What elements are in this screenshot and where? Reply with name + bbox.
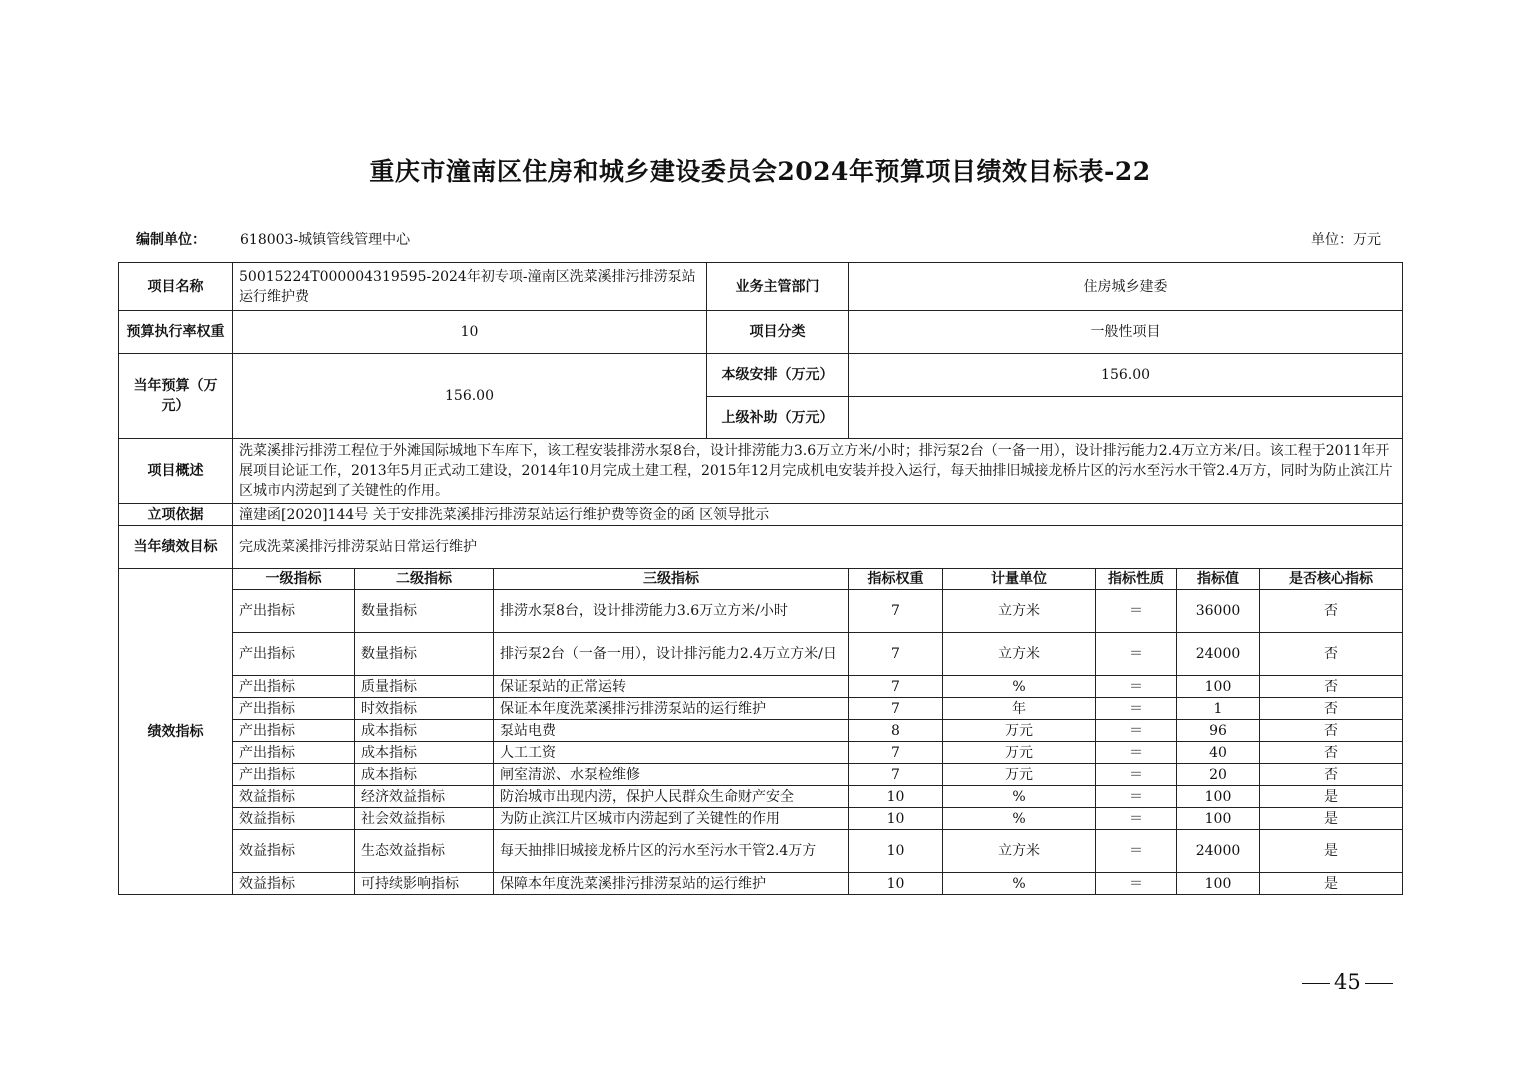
indicator-value: 100 bbox=[1177, 786, 1260, 808]
performance-table bbox=[118, 262, 1403, 895]
indicator-value: 100 bbox=[1177, 873, 1260, 895]
table-row bbox=[119, 873, 1403, 895]
page-number bbox=[1298, 970, 1397, 994]
indicator-unit: % bbox=[943, 786, 1096, 808]
indicator-value: 36000 bbox=[1177, 590, 1260, 633]
overview-label: 项目概述 bbox=[119, 439, 233, 504]
compiling-unit-label: 编制单位： bbox=[136, 232, 206, 248]
table-row bbox=[119, 808, 1403, 830]
header-core: 是否核心指标 bbox=[1260, 569, 1403, 590]
indicator-level2: 质量指标 bbox=[355, 676, 494, 698]
indicator-core: 是 bbox=[1260, 786, 1403, 808]
project-name-value: 50015224T000004319595-2024年初专项-潼南区洗菜溪排污排涝泵站运行维护费 bbox=[233, 263, 707, 311]
indicator-unit: 年 bbox=[943, 698, 1096, 720]
exec-weight-value: 10 bbox=[233, 311, 707, 354]
row-basis bbox=[119, 504, 1403, 526]
currency-unit: 单位：万元 bbox=[1311, 232, 1381, 248]
indicator-nature: ＝ bbox=[1096, 873, 1177, 895]
indicator-level2: 经济效益指标 bbox=[355, 786, 494, 808]
indicator-level2: 时效指标 bbox=[355, 698, 494, 720]
indicator-level2: 社会效益指标 bbox=[355, 808, 494, 830]
indicator-level2: 成本指标 bbox=[355, 720, 494, 742]
table-row bbox=[119, 590, 1403, 633]
indicator-value: 20 bbox=[1177, 764, 1260, 786]
indicator-level1: 产出指标 bbox=[233, 742, 355, 764]
indicator-nature: ＝ bbox=[1096, 698, 1177, 720]
indicator-weight: 7 bbox=[849, 676, 943, 698]
indicator-weight: 10 bbox=[849, 786, 943, 808]
header-value: 指标值 bbox=[1177, 569, 1260, 590]
indicator-nature: ＝ bbox=[1096, 808, 1177, 830]
indicator-nature: ＝ bbox=[1096, 720, 1177, 742]
indicator-core: 否 bbox=[1260, 720, 1403, 742]
table-row bbox=[119, 786, 1403, 808]
indicator-level2: 数量指标 bbox=[355, 590, 494, 633]
indicator-weight: 8 bbox=[849, 720, 943, 742]
indicator-level2: 数量指标 bbox=[355, 633, 494, 676]
indicator-level1: 产出指标 bbox=[233, 698, 355, 720]
indicator-nature: ＝ bbox=[1096, 676, 1177, 698]
table-row bbox=[119, 698, 1403, 720]
overview-value: 洗菜溪排污排涝工程位于外滩国际城地下车库下，该工程安装排涝水泵8台，设计排涝能力3.6万立方米/小时；排污泵2台（一备一用），设计排污能力2.4万立方米/日。该工程于2011年开展项目论证工作，2013年5月正式动工建设，2014年10月完成土建工程，2015年12月完成机电安装并投入运行，每天抽排旧城接龙桥片区的污水至污水干管2.4万方，同时为防止滨江片区城市内涝起到了关键性的作用。 bbox=[233, 439, 1403, 504]
target-value: 完成洗菜溪排污排涝泵站日常运行维护 bbox=[233, 526, 1403, 569]
indicator-unit: 立方米 bbox=[943, 830, 1096, 873]
indicator-level1: 效益指标 bbox=[233, 830, 355, 873]
indicator-unit: 立方米 bbox=[943, 633, 1096, 676]
indicator-level3: 排污泵2台（一备一用），设计排污能力2.4万立方米/日 bbox=[494, 633, 849, 676]
indicator-level3: 泵站电费 bbox=[494, 720, 849, 742]
indicator-core: 否 bbox=[1260, 764, 1403, 786]
indicator-level1: 产出指标 bbox=[233, 590, 355, 633]
indicator-weight: 10 bbox=[849, 808, 943, 830]
indicator-nature: ＝ bbox=[1096, 786, 1177, 808]
header-weight: 指标权重 bbox=[849, 569, 943, 590]
target-label: 当年绩效目标 bbox=[119, 526, 233, 569]
indicator-level3: 闸室清淤、水泵检维修 bbox=[494, 764, 849, 786]
dept-value: 住房城乡建委 bbox=[849, 263, 1403, 311]
indicator-unit: 万元 bbox=[943, 720, 1096, 742]
indicator-core: 否 bbox=[1260, 633, 1403, 676]
local-budget-label: 本级安排（万元） bbox=[707, 354, 849, 397]
header-level3: 三级指标 bbox=[494, 569, 849, 590]
compiling-unit bbox=[136, 229, 410, 249]
indicator-nature: ＝ bbox=[1096, 633, 1177, 676]
indicator-weight: 7 bbox=[849, 633, 943, 676]
indicator-level3: 保证泵站的正常运转 bbox=[494, 676, 849, 698]
row-overview bbox=[119, 439, 1403, 504]
category-label: 项目分类 bbox=[707, 311, 849, 354]
category-value: 一般性项目 bbox=[849, 311, 1403, 354]
basis-label: 立项依据 bbox=[119, 504, 233, 526]
indicator-level3: 为防止滨江片区城市内涝起到了关键性的作用 bbox=[494, 808, 849, 830]
budget-label: 当年预算（万元） bbox=[119, 354, 233, 439]
indicator-value: 40 bbox=[1177, 742, 1260, 764]
superior-subsidy-label: 上级补助（万元） bbox=[707, 397, 849, 439]
row-target bbox=[119, 526, 1403, 569]
indicator-level1: 效益指标 bbox=[233, 808, 355, 830]
indicator-level1: 效益指标 bbox=[233, 786, 355, 808]
header-unit: 计量单位 bbox=[943, 569, 1096, 590]
indicator-nature: ＝ bbox=[1096, 742, 1177, 764]
indicator-value: 96 bbox=[1177, 720, 1260, 742]
indicator-value: 24000 bbox=[1177, 830, 1260, 873]
indicator-header-row bbox=[119, 569, 1403, 590]
table-row bbox=[119, 830, 1403, 873]
indicator-core: 是 bbox=[1260, 808, 1403, 830]
header-level2: 二级指标 bbox=[355, 569, 494, 590]
indicator-unit: % bbox=[943, 873, 1096, 895]
indicator-core: 是 bbox=[1260, 873, 1403, 895]
header-nature: 指标性质 bbox=[1096, 569, 1177, 590]
project-name-label: 项目名称 bbox=[119, 263, 233, 311]
page-title: 重庆市潼南区住房和城乡建设委员会2024年预算项目绩效目标表-22 bbox=[369, 157, 1151, 186]
table-row bbox=[119, 720, 1403, 742]
indicator-level3: 保证本年度洗菜溪排污排涝泵站的运行维护 bbox=[494, 698, 849, 720]
indicator-weight: 10 bbox=[849, 830, 943, 873]
indicator-unit: 万元 bbox=[943, 764, 1096, 786]
indicator-value: 100 bbox=[1177, 676, 1260, 698]
header-level1: 一级指标 bbox=[233, 569, 355, 590]
row-exec-weight bbox=[119, 311, 1403, 354]
indicator-level3: 排涝水泵8台，设计排涝能力3.6万立方米/小时 bbox=[494, 590, 849, 633]
indicator-level2: 成本指标 bbox=[355, 764, 494, 786]
indicator-unit: % bbox=[943, 676, 1096, 698]
indicator-weight: 7 bbox=[849, 742, 943, 764]
indicator-level1: 效益指标 bbox=[233, 873, 355, 895]
indicator-unit: % bbox=[943, 808, 1096, 830]
compiling-unit-value: 618003-城镇管线管理中心 bbox=[240, 232, 411, 248]
indicator-value: 24000 bbox=[1177, 633, 1260, 676]
indicator-core: 是 bbox=[1260, 830, 1403, 873]
indicator-value: 100 bbox=[1177, 808, 1260, 830]
page-number-dash-right bbox=[1365, 983, 1393, 984]
indicator-level3: 每天抽排旧城接龙桥片区的污水至污水干管2.4万方 bbox=[494, 830, 849, 873]
basis-value: 潼建函[2020]144号 关于安排洗菜溪排污排涝泵站运行维护费等资金的函 区领导批示 bbox=[233, 504, 1403, 526]
indicator-weight: 10 bbox=[849, 873, 943, 895]
row-project-name bbox=[119, 263, 1403, 311]
exec-weight-label: 预算执行率权重 bbox=[119, 311, 233, 354]
indicator-core: 否 bbox=[1260, 742, 1403, 764]
indicator-level1: 产出指标 bbox=[233, 676, 355, 698]
indicator-unit: 万元 bbox=[943, 742, 1096, 764]
indicator-level3: 保障本年度洗菜溪排污排涝泵站的运行维护 bbox=[494, 873, 849, 895]
indicator-value: 1 bbox=[1177, 698, 1260, 720]
indicator-core: 否 bbox=[1260, 676, 1403, 698]
indicator-level3: 防治城市出现内涝，保护人民群众生命财产安全 bbox=[494, 786, 849, 808]
page-number-value: 45 bbox=[1334, 970, 1361, 994]
indicator-level2: 可持续影响指标 bbox=[355, 873, 494, 895]
indicator-weight: 7 bbox=[849, 590, 943, 633]
indicator-level1: 产出指标 bbox=[233, 764, 355, 786]
indicator-level1: 产出指标 bbox=[233, 633, 355, 676]
indicator-unit: 立方米 bbox=[943, 590, 1096, 633]
page-number-dash-left bbox=[1302, 983, 1330, 984]
table-row bbox=[119, 676, 1403, 698]
indicator-weight: 7 bbox=[849, 698, 943, 720]
indicator-nature: ＝ bbox=[1096, 764, 1177, 786]
table-row bbox=[119, 633, 1403, 676]
row-budget bbox=[119, 354, 1403, 397]
indicators-label: 绩效指标 bbox=[119, 569, 233, 895]
indicator-level3: 人工工资 bbox=[494, 742, 849, 764]
indicator-core: 否 bbox=[1260, 590, 1403, 633]
indicator-nature: ＝ bbox=[1096, 590, 1177, 633]
indicator-core: 否 bbox=[1260, 698, 1403, 720]
indicator-nature: ＝ bbox=[1096, 830, 1177, 873]
superior-subsidy-value bbox=[849, 397, 1403, 439]
budget-value: 156.00 bbox=[233, 354, 707, 439]
indicator-level1: 产出指标 bbox=[233, 720, 355, 742]
dept-label: 业务主管部门 bbox=[707, 263, 849, 311]
indicator-weight: 7 bbox=[849, 764, 943, 786]
indicator-level2: 成本指标 bbox=[355, 742, 494, 764]
indicator-level2: 生态效益指标 bbox=[355, 830, 494, 873]
local-budget-value: 156.00 bbox=[849, 354, 1403, 397]
table-row bbox=[119, 764, 1403, 786]
table-row bbox=[119, 742, 1403, 764]
